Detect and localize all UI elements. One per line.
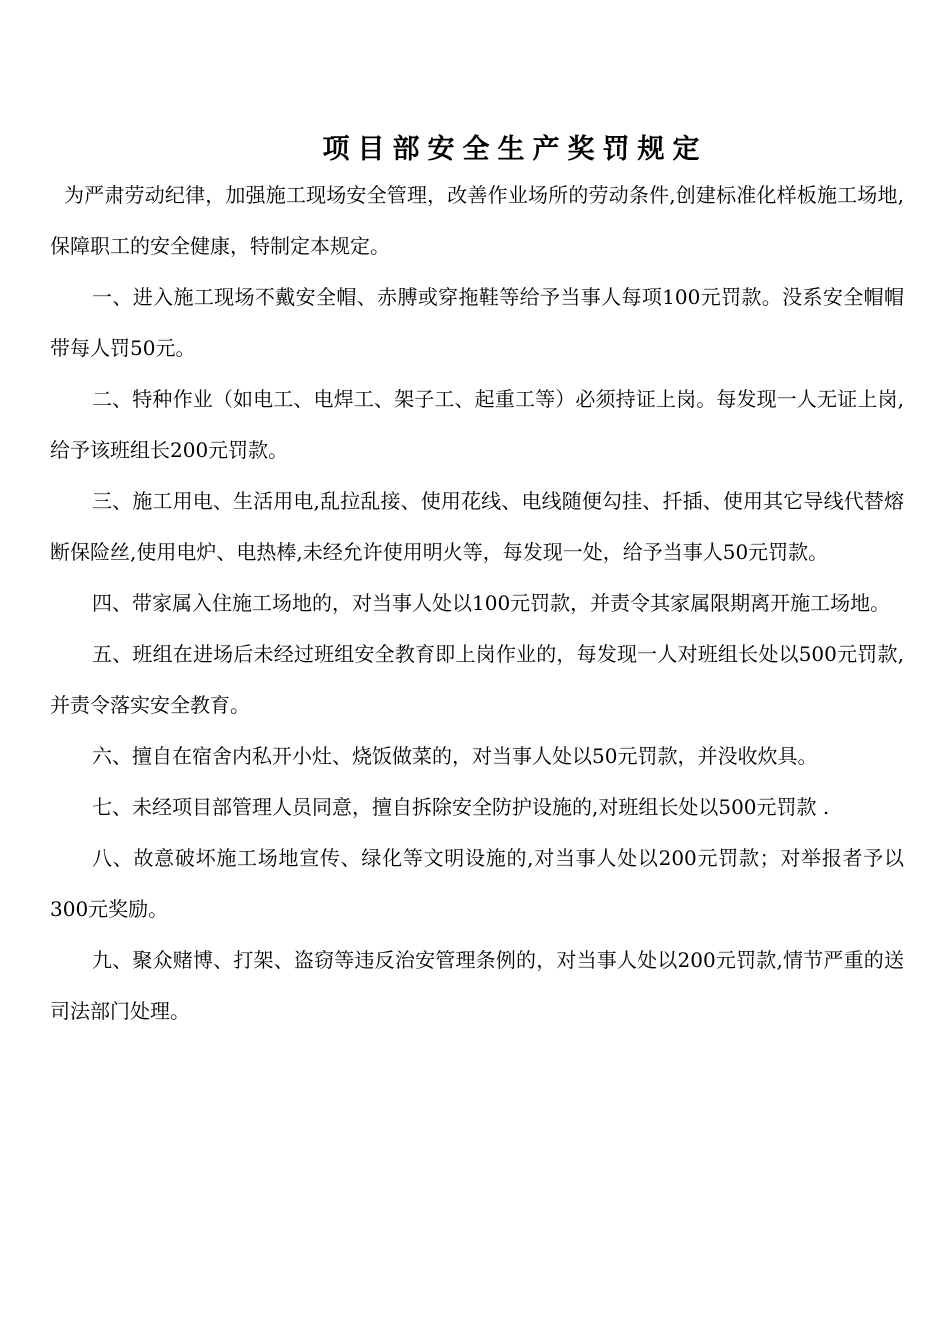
article-1: 一、进入施工现场不戴安全帽、赤膊或穿拖鞋等给予当事人每项100元罚款。没系安全帽帽带每人罚50元。 [50, 285, 904, 360]
article-8: 八、故意破坏施工场地宣传、绿化等文明设施的,对当事人处以200元罚款；对举报者予以300元奖励。 [50, 846, 904, 921]
article-6: 六、擅自在宿舍内私开小灶、烧饭做菜的，对当事人处以50元罚款，并没收炊具。 [92, 744, 818, 768]
document-body [50, 170, 904, 1037]
article-5: 五、班组在进场后未经过班组安全教育即上岗作业的，每发现一人对班组长处以500元罚款,并责令落实安全教育。 [50, 642, 904, 717]
article-4: 四、带家属入住施工场地的，对当事人处以100元罚款，并责令其家属限期离开施工场地。 [92, 591, 891, 615]
article-9: 九、聚众赌博、打架、盗窃等违反治安管理条例的，对当事人处以200元罚款,情节严重的送司法部门处理。 [50, 948, 904, 1023]
intro-paragraph: 为严肃劳动纪律，加强施工现场安全管理，改善作业场所的劳动条件,创建标准化样板施工场地,保障职工的安全健康，特制定本规定。 [50, 183, 904, 258]
article-7: 七、未经项目部管理人员同意，擅自拆除安全防护设施的,对班组长处以500元罚款 . [92, 795, 830, 819]
article-3: 三、施工用电、生活用电,乱拉乱接、使用花线、电线随便勾挂、扦插、使用其它导线代替熔断保险丝,使用电炉、电热棒,未经允许使用明火等，每发现一处，给予当事人50元罚款。 [50, 489, 904, 564]
article-2: 二、特种作业（如电工、电焊工、架子工、起重工等）必须持证上岗。每发现一人无证上岗,给予该班组长200元罚款。 [50, 387, 904, 462]
document-title: 项目部安全生产奖罚规定 [322, 134, 708, 165]
